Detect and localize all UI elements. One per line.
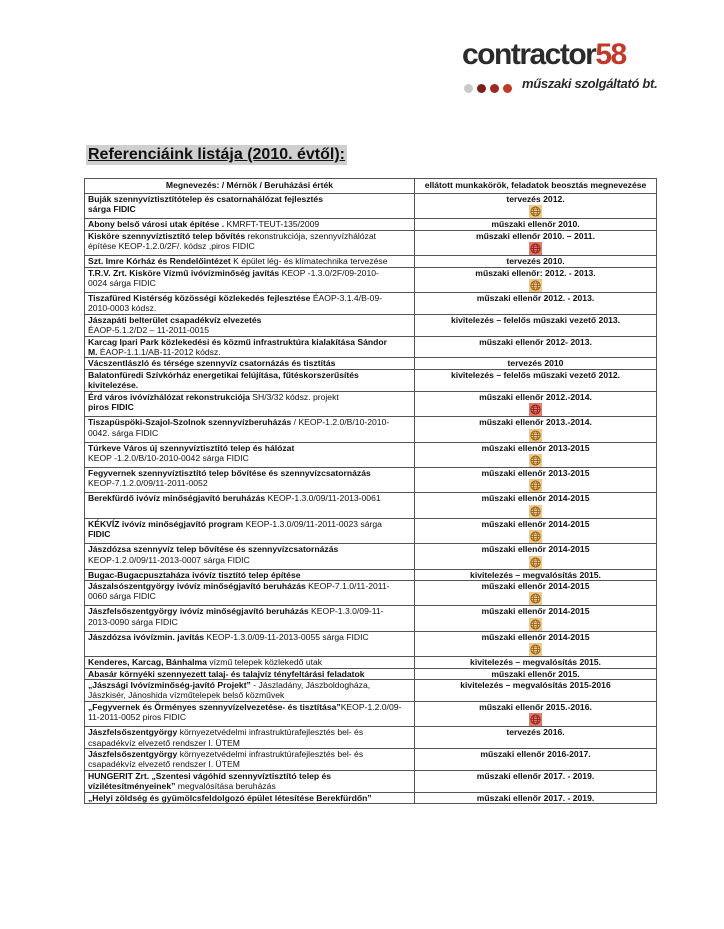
table-row xyxy=(85,657,657,668)
table-row xyxy=(85,391,657,416)
table-row xyxy=(85,369,657,391)
project-cell xyxy=(85,336,415,358)
project-name-bold: „Jászsági Ivóvízminőség-javító Projekt” xyxy=(88,679,251,690)
project-cell xyxy=(85,417,415,442)
project-name-bold: Berekfürdő ivóvíz minőségjavító beruházás xyxy=(88,493,266,504)
project-cell xyxy=(85,569,415,580)
logo-word-number: 58 xyxy=(595,38,626,71)
table-row xyxy=(85,219,657,230)
role-text: műszaki ellenőr 2010. xyxy=(491,219,580,230)
project-name-bold: M. xyxy=(88,347,98,358)
table-row xyxy=(85,293,657,315)
role-text: műszaki ellenőr 2013-2015 xyxy=(481,467,590,478)
project-detail: KMRFT-TEUT-135/2009 xyxy=(224,219,320,230)
project-cell xyxy=(85,679,415,701)
project-name-bold: Karcag Ipari Park közlekedési és közmű infrastruktúra kialakítása Sándor xyxy=(88,336,388,347)
role-cell xyxy=(415,336,657,358)
table-row xyxy=(85,267,657,292)
role-cell xyxy=(415,727,657,749)
role-text: műszaki ellenőr 2012- 2013. xyxy=(479,336,592,347)
project-cell xyxy=(85,467,415,492)
role-cell xyxy=(415,293,657,315)
role-text: műszaki ellenőr 2016-2017. xyxy=(480,749,591,759)
role-cell xyxy=(415,230,657,255)
project-cell xyxy=(85,358,415,369)
project-detail: 2010-0003 kódsz. xyxy=(88,303,157,314)
role-text: műszaki ellenőr 2013-2015 xyxy=(481,442,590,453)
globe-icon xyxy=(529,454,542,467)
project-cell xyxy=(85,293,415,315)
role-text: műszaki ellenőr 2014-2015 xyxy=(481,606,590,617)
globe-icon xyxy=(529,618,542,631)
table-row xyxy=(85,467,657,492)
role-text: kivitelezés – megvalósítás 2015. xyxy=(470,657,601,668)
project-name-bold: Szt. Imre Kórház és Rendelőintézet xyxy=(88,256,231,267)
project-name-bold: vízilétesítményeinek” xyxy=(88,781,176,792)
role-text: tervezés 2010 xyxy=(507,358,564,369)
column-header-project: Megnevezés: / Mérnök / Beruházási érték xyxy=(85,179,415,194)
project-name-bold: Jászfelsőszentgyörgy ivóvíz minőségjavító beruházás xyxy=(88,606,309,617)
logo-subline xyxy=(462,74,662,94)
project-cell xyxy=(85,219,415,230)
role-text: műszaki ellenőr 2014-2015 xyxy=(481,631,590,642)
role-text: műszaki ellenőr: 2012. - 2013. xyxy=(475,267,596,278)
table-row xyxy=(85,256,657,267)
project-detail: vízmű telepek közlekedő utak xyxy=(206,657,323,668)
role-text: műszaki ellenőr 2015.-2016. xyxy=(479,701,592,712)
role-cell xyxy=(415,606,657,631)
role-cell xyxy=(415,467,657,492)
globe-icon xyxy=(529,643,542,656)
role-cell xyxy=(415,442,657,467)
project-detail: 11-2011-0052 piros FIDIC xyxy=(88,712,187,723)
table-row xyxy=(85,679,657,701)
project-detail: ÉAOP-5.1.2/D2 – 11-2011-0015 xyxy=(88,325,210,336)
project-cell xyxy=(85,194,415,219)
table-row xyxy=(85,194,657,219)
table-row xyxy=(85,518,657,543)
project-cell xyxy=(85,770,415,792)
role-text: tervezés 2010. xyxy=(506,256,565,267)
logo-word-main: contractor xyxy=(462,38,596,71)
project-name-bold: Jászalsószentgyörgy ivóvíz minőségjavító beruházás xyxy=(88,580,306,591)
project-name-bold: Érd város ivóvízhálózat rekonstrukciója xyxy=(88,391,250,402)
project-name-bold: Vácszentlászló és térsége szennyvíz csatornázás és tisztítás xyxy=(88,358,336,369)
role-text: kivitelezés – megvalósítás 2015-2016 xyxy=(460,679,611,690)
table-row xyxy=(85,493,657,518)
project-detail: 0060 sárga FIDIC xyxy=(88,591,156,602)
table-row xyxy=(85,314,657,336)
role-text: műszaki ellenőr 2012. - 2013. xyxy=(476,293,595,304)
role-text: kivitelezés – felelős műszaki vezető 2013. xyxy=(450,314,621,325)
project-name-bold: Balatonfüredi Szívkórház energetikai felújítása, fűtéskorszerűsítés xyxy=(88,369,359,380)
role-cell xyxy=(415,792,657,803)
project-cell xyxy=(85,580,415,605)
table-row xyxy=(85,417,657,442)
project-detail: környezetvédelmi infrastruktúrafejlesztés bel- és xyxy=(177,749,364,759)
project-detail: környezetvédelmi infrastruktúrafejlesztés bel- és xyxy=(177,727,364,738)
project-name-bold: Jászapáti belterület csapadékvíz elvezetés xyxy=(88,314,262,325)
project-detail: KEOP-1.3.0/09/11-2011-0023 sárga xyxy=(243,518,382,529)
project-detail: KEOP-1.3.0/09-11- xyxy=(308,606,384,617)
role-cell xyxy=(415,679,657,701)
project-cell xyxy=(85,668,415,679)
role-text: műszaki ellenőr 2014-2015 xyxy=(481,518,590,529)
project-cell xyxy=(85,518,415,543)
project-detail: 0024 sárga FIDIC xyxy=(88,278,156,289)
role-text: műszaki ellenőr 2014-2015 xyxy=(481,544,590,555)
role-text: tervezés 2016. xyxy=(506,727,565,738)
project-detail: ÉAOP-1.1.1/AB-11-2012 kódsz. xyxy=(97,347,221,358)
project-detail: SH/3/32 kódsz. projekt xyxy=(249,391,339,402)
role-text: tervezés 2012. xyxy=(506,194,565,204)
project-detail: megvalósítása beruházás xyxy=(175,781,276,792)
role-text: műszaki ellenőr 2014-2015 xyxy=(481,493,590,504)
role-text: műszaki ellenőr 2010. – 2011. xyxy=(476,230,595,241)
table-row xyxy=(85,727,657,749)
project-name-bold: kivitelezése. xyxy=(88,380,139,391)
role-cell xyxy=(415,657,657,668)
role-cell xyxy=(415,391,657,416)
project-cell xyxy=(85,493,415,518)
table-row xyxy=(85,668,657,679)
project-detail: KEOP-1.2.0/09- xyxy=(340,701,402,712)
project-detail: rekonstrukciója, szennyvízhálózat xyxy=(245,230,377,241)
project-cell xyxy=(85,749,415,771)
project-detail: KEOP-7.1.2.0/09/11-2011-0052 xyxy=(88,478,208,489)
project-detail: 2013-0090 sárga FIDIC xyxy=(88,616,178,627)
role-cell xyxy=(415,267,657,292)
project-cell xyxy=(85,267,415,292)
role-text: kivitelezés – megvalósítás 2015. xyxy=(470,569,601,580)
role-cell xyxy=(415,256,657,267)
globe-icon xyxy=(529,556,542,569)
role-text: kivitelezés – felelős műszaki vezető 2012. xyxy=(450,369,621,380)
project-detail: Jászkisér, Jánoshida vízműtelepek belső közművek xyxy=(88,690,285,701)
role-cell xyxy=(415,749,657,771)
role-cell xyxy=(415,631,657,656)
project-cell xyxy=(85,792,415,803)
role-cell xyxy=(415,580,657,605)
project-name-bold: Abony belső városi utak építése . xyxy=(88,219,225,230)
table-row xyxy=(85,569,657,580)
project-detail: - Jászladány, Jászboldogháza, xyxy=(250,679,371,690)
table-row xyxy=(85,442,657,467)
project-name-bold: Kenderes, Karcag, Bánhalma xyxy=(88,657,207,668)
project-cell xyxy=(85,256,415,267)
project-cell xyxy=(85,230,415,255)
role-cell xyxy=(415,544,657,569)
page-title: Referenciáink listája (2010. évtől): xyxy=(88,146,345,163)
project-detail: 0042. sárga FIDIC xyxy=(88,427,159,438)
role-cell xyxy=(415,518,657,543)
globe-icon xyxy=(529,592,542,605)
project-cell xyxy=(85,314,415,336)
project-detail: építése KEOP-1.2.0/2F/. kódsz ,piros FIDIC xyxy=(88,241,255,252)
role-cell xyxy=(415,417,657,442)
table-row xyxy=(85,631,657,656)
project-name-bold: Abasár környéki szennyezett talaj- és talajvíz tényfeltárási feladatok xyxy=(88,668,365,679)
globe-icon xyxy=(529,505,542,518)
project-detail: / KEOP-1.2.0/B/10-2010- xyxy=(291,417,390,428)
project-detail: KEOP-1.3.0/09-11-2013-0055 sárga FIDIC xyxy=(204,631,369,642)
project-name-bold: Tiszafüred Kistérség közösségi közlekedés fejlesztése xyxy=(88,293,311,304)
project-name-bold: Túrkeve Város új szennyvíztisztító telep és hálózat xyxy=(88,442,295,453)
project-detail: csapadékvíz elvezető rendszer I. ÜTEM xyxy=(88,737,240,748)
project-name-bold: KÉKVÍZ ivóvíz minőségjavító program xyxy=(88,518,244,529)
project-name-bold: Jászfelsőszentgyörgy xyxy=(88,727,178,738)
role-text: műszaki ellenőr 2017. - 2019. xyxy=(476,792,595,803)
role-cell xyxy=(415,569,657,580)
project-name-bold: Jászdózsa szennyvíz telep bővítése és szennyvízcsatornázás xyxy=(88,544,339,555)
role-cell xyxy=(415,219,657,230)
project-cell xyxy=(85,727,415,749)
logo-tagline: műszaki szolgáltató bt. xyxy=(522,76,658,91)
project-detail: KEOP -1.2.0/B/10-2010-0042 sárga FIDIC xyxy=(88,452,249,463)
project-cell xyxy=(85,544,415,569)
globe-icon xyxy=(529,479,542,492)
project-name-bold: Kisköre szennyvíztisztító telep bővítés xyxy=(88,230,246,241)
table-row xyxy=(85,580,657,605)
role-cell xyxy=(415,194,657,219)
table-row xyxy=(85,770,657,792)
project-name-bold: T.R.V. Zrt. Kisköre Vízmű ivóvízminőség javítás xyxy=(88,267,280,278)
project-cell xyxy=(85,701,415,726)
project-detail: KEOP-1.3.0/09/11-2013-0061 xyxy=(265,493,381,504)
role-cell xyxy=(415,493,657,518)
project-detail: KEOP-1.2.0/09/11-2013-0007 sárga FIDIC xyxy=(88,554,250,565)
project-cell xyxy=(85,631,415,656)
project-name-bold: „Helyi zöldség és gyümölcsfeldolgozó épület létesítése Berekfürdőn” xyxy=(88,792,372,803)
role-text: műszaki ellenőr 2017. - 2019. xyxy=(476,770,595,781)
logo-wordmark xyxy=(462,38,626,72)
role-cell xyxy=(415,358,657,369)
project-cell xyxy=(85,442,415,467)
project-name-bold: Jászdózsa ivóvízmin. javítás xyxy=(88,631,205,642)
project-name-bold: HUNGERIT Zrt. „Szentesi vágóhíd szennyvíztisztító telep és xyxy=(88,770,332,781)
project-detail: KEOP-7.1.0/11-2011- xyxy=(305,580,390,591)
table-row xyxy=(85,544,657,569)
project-name-bold: Fegyvernek szennyvíztisztító telep bővítése és szennyvízcsatornázás xyxy=(88,467,371,478)
table-row xyxy=(85,336,657,358)
globe-icon xyxy=(529,713,542,726)
project-name-bold: piros FIDIC xyxy=(88,402,134,413)
role-cell xyxy=(415,668,657,679)
project-cell xyxy=(85,391,415,416)
references-table xyxy=(84,178,657,804)
role-text: műszaki ellenőr 2012.-2014. xyxy=(479,391,592,402)
role-text: műszaki ellenőr 2015. xyxy=(491,668,580,679)
logo-dots xyxy=(464,80,516,98)
project-name-bold: Bugac-Bugacpusztaháza ivóvíz tisztító telep építése xyxy=(88,569,301,580)
role-cell xyxy=(415,770,657,792)
role-cell xyxy=(415,314,657,336)
project-detail: K épület lég- és klímatechnika tervezése xyxy=(230,256,388,267)
project-name-bold: „Fegyvernek és Örményes szennyvízelvezetése- és tisztítása” xyxy=(88,701,341,712)
globe-icon xyxy=(529,242,542,255)
project-detail: KEOP -1.3.0/2F/09-2010- xyxy=(279,267,379,278)
project-cell xyxy=(85,369,415,391)
table-row xyxy=(85,606,657,631)
globe-icon xyxy=(529,279,542,292)
project-detail: ÉAOP-3.1.4/B-09- xyxy=(310,293,383,304)
project-cell xyxy=(85,606,415,631)
project-name-bold: Tiszapüspöki-Szajol-Szolnok szennyvízberuházás xyxy=(88,417,292,428)
role-text: műszaki ellenőr 2014-2015 xyxy=(481,580,590,591)
table-row xyxy=(85,701,657,726)
project-name-bold: sárga FIDIC xyxy=(88,204,136,215)
project-cell xyxy=(85,657,415,668)
globe-icon xyxy=(529,530,542,543)
project-name-bold: Jászfelsőszentgyörgy xyxy=(88,749,178,759)
table-row xyxy=(85,749,657,771)
role-text: műszaki ellenőr 2013.-2014. xyxy=(479,417,592,428)
role-cell xyxy=(415,369,657,391)
globe-icon xyxy=(529,205,542,218)
company-logo xyxy=(462,38,662,98)
project-name-bold: FIDIC xyxy=(88,529,111,540)
globe-icon xyxy=(529,429,542,442)
project-detail: csapadékvíz elvezető rendszer I. ÜTEM xyxy=(88,759,240,770)
table-row xyxy=(85,792,657,803)
project-name-bold: Buják szennyvíztisztítótelep és csatornahálózat fejlesztés xyxy=(88,194,323,204)
table-row xyxy=(85,358,657,369)
role-cell xyxy=(415,701,657,726)
column-header-role: ellátott munkakörök, feladatok beosztás megnevezése xyxy=(415,179,657,194)
table-header-row xyxy=(85,179,657,194)
table-row xyxy=(85,230,657,255)
globe-icon xyxy=(529,403,542,416)
